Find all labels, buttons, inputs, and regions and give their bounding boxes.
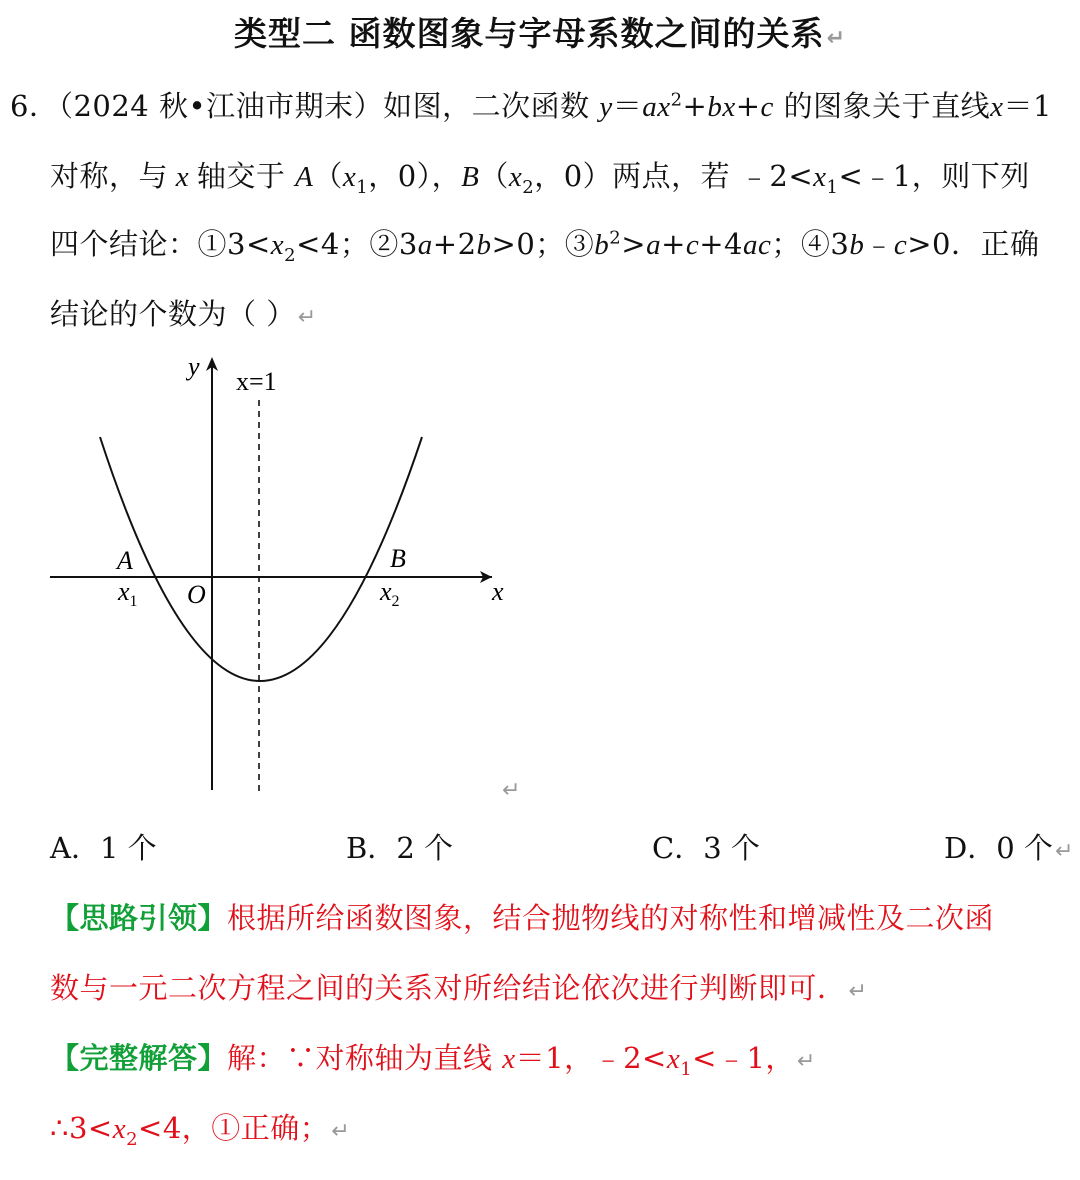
analysis-line-2: 数与一元二次方程之间的关系对所给结论依次进行判断即可．↵ [50, 971, 868, 1005]
y-label: y [188, 352, 200, 381]
return-mark: ↵ [502, 778, 521, 803]
choice-b[interactable]: B．2 个 [346, 831, 453, 865]
x-label: x [492, 577, 504, 606]
solution-line-1: 【完整解答】解：∵对称轴为直线 x＝1，$﹣2<x_1<﹣1$，↵ [50, 1041, 816, 1080]
axis-line-label: x=1 [236, 367, 277, 396]
section-title: 类型二 函数图象与字母系数之间的关系↵ [234, 14, 846, 53]
problem-line-1: 6．（2024 秋•江油市期末）如图，二次函数 $y=ax^2+bx+c$ 的图象关于直线x＝1 [10, 89, 1052, 123]
x2-label: $x_2$ [380, 577, 400, 610]
problem-source: （2024 秋•江油市期末） [58, 89, 384, 123]
origin-label: O [187, 580, 206, 609]
x1-label: $x_1$ [118, 577, 138, 610]
problem-line-2: 对称，与 x 轴交于 $A(x_1$，0），$B(x_2$，0）两点，若 $﹣2<x_1<﹣1$，则下列 [50, 159, 1030, 198]
function-expression: $y=ax^2+bx+c$ [599, 89, 774, 123]
parabola-curve [100, 437, 422, 681]
solution-tag: 【完整解答】 [50, 1041, 228, 1075]
choice-c[interactable]: C．3 个 [652, 831, 760, 865]
problem-line-3: 四个结论：$①3<x_2<4$；②3a+2b>0；$③b^2>a+c+4ac$；④3b﹣c>0．正确 [50, 227, 1040, 266]
choice-d[interactable]: D．0 个↵ [944, 831, 1074, 865]
analysis-tag: 【思路引领】 [50, 901, 228, 935]
line-x1: x＝1 [990, 89, 1052, 123]
choice-a[interactable]: A．1 个 [50, 831, 157, 865]
point-a-label: A [117, 546, 133, 575]
problem-line-4: 结论的个数为（ ）↵ [50, 297, 317, 331]
point-b-label: B [390, 544, 406, 573]
analysis-line-1: 【思路引领】根据所给函数图象，结合抛物线的对称性和增减性及二次函 [50, 901, 995, 935]
problem-number: 6． [10, 89, 59, 123]
parabola-graph [40, 345, 530, 805]
solution-line-2: $\therefore 3<x_2<4$，①正确；↵ [50, 1111, 351, 1150]
